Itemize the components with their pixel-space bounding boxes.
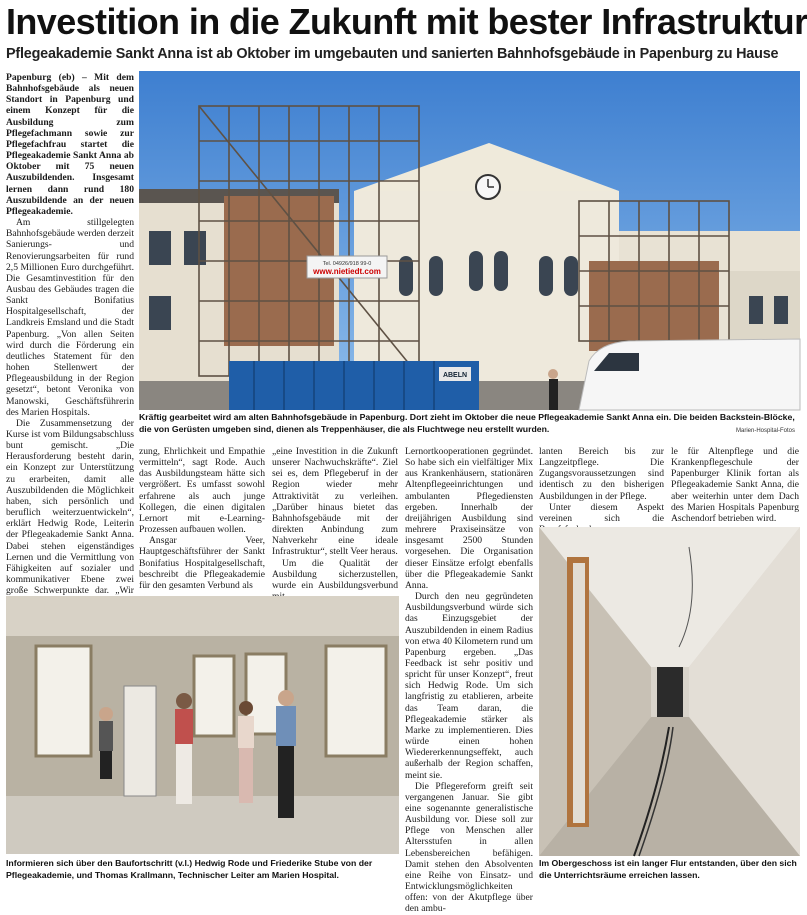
container-label: ABELN — [442, 372, 468, 379]
photo-credit: Marien-Hospital-Fotos — [736, 428, 796, 434]
paragraph: Am stillgelegten Bahnhofsgebäude werden derzeit Sanierungs- und Renovierungsarbeiten für rund 2,5 Millionen Euro durchgeführt. Die Gesamtinvestition für den Ausbau des Gebäudes tragen die Sankt Bonifatius Hospitalgesellschaft, der Landkreis Emsland und die Stadt Papenburg. „Von allen Seiten wird durch die Förderung ein deutliches Statement für den hohen Stellenwert der Pflegeausbildung in der Region gesetzt“, betont Veronika von Manowski, Geschäftsführerin des Marien Hospitals. — [6, 217, 134, 418]
paragraph: Durch den neu gegründeten Ausbildungsverbund würde sich das Einzugsgebiet der Auszubildenden in einem Radius von etwa 40 Kilometern rund um Papenburg ergeben. „Das Feedback ist sehr positiv und spricht für unser Konzept“, freut sich Hedwig Rode. Um sich langfristig zu etablieren, arbeite das Team daran, die Pflegeakademie stärker als Marke zu implementieren. Dies würde einen hohen Wiedererkennungseffekt, auch außerhalb der Region schaffen, meint sie. — [405, 591, 533, 781]
article-column-3 — [272, 446, 398, 602]
paragraph: „eine Investition in die Zukunft unserer Nachwuchskräfte“. Ziel sei es, dem Pflegeberuf in der Region wieder mehr Attraktivität zu verleihen. „Darüber hinaus bietet das Bahnhofsgebäude mit der direkten Anbindung zum Nahverkehr eine ideale Infrastruktur“, stellt Veer heraus. — [272, 446, 398, 558]
paragraph: Die Pflegereform greift seit vergangenen Januar. Sie gibt eine sogenannte generalistische Ausbildung vor. Diese soll zur Pflege von Menschen aller Altersstufen in allen Lebensbereichen befähigen. Damit stehen den Absolventen eine Reihe von Einsatz- und Entwicklungsmöglichkeiten offen: von der Akutpflege über den ambu- — [405, 780, 533, 915]
paragraph: Unter diesem Aspekt vereinen sich die — [539, 501, 664, 524]
hallway-photo-caption: Im Obergeschoss ist ein langer Flur entstanden, über den sich die Unterrichtsräume erreichen lassen. — [539, 858, 797, 880]
paragraph: Ansgar Veer, Hauptgeschäftsführer der Sankt Bonifatius Hospitalgesellschaft, beschreibt die Pflegeakademie für den gesamten Verbund als — [139, 535, 265, 591]
article-column-5 — [539, 446, 664, 535]
article-column-6 — [671, 446, 799, 524]
hallway-photo — [539, 527, 800, 856]
paragraph: lanten Bereich bis zur Langzeitpflege. Die Zugangsvoraussetzungen sind identisch zu den bisherigen Ausbildungen in der Pflege. — [539, 446, 664, 502]
room-photo-caption: Informieren sich über den Baufortschritt (v.l.) Hedwig Rode und Friederike Stube von der Pflegeakademie, und Thomas Krallmann, Technischer Leiter am Marien Hospital. — [6, 858, 373, 880]
article-column-1 — [6, 72, 134, 619]
lead-paragraph: Papenburg (eb) – Mit dem Bahnhofsgebäude als neuen Standort in Papenburg und einem Konzept für die Ausbildung zum Pflegefachmann sowie zur Pflegefachfrau startet die Pflegeakademie Sankt Anna ab Oktober mit 75 neuen Auszubildenden. Insgesamt lernen dann rund 180 Auszubildende an der neuen Pflegeakademie. — [6, 72, 134, 217]
article-column-2 — [139, 446, 265, 591]
room-photo — [6, 596, 399, 854]
paragraph: Lernortkooperationen gegründet. So habe sich ein vielfältiger Mix aus Krankenhäusern, stationären Altenpflegeeinrichtungen und ambulanten Pflegediensten ergeben. Innerhalb der dreijährigen Ausbildung sind mehrere Praxiseinsätze von insgesamt 2500 Stunden vorgesehen. Die Organisation dieser Einsätze erfolgt ebenfalls über die Pflegeakademie Sankt Anna. — [405, 446, 533, 591]
building-photo-caption: Kräftig gearbeitet wird am alten Bahnhofsgebäude in Papenburg. Dort zieht im Oktober die neue Pflegeakademie Sankt Anna ein. Die beiden Backstein-Blöcke, die von Gerüsten umgeben sind, dienen als Treppenhäuser, die als Fluchtwege neu erstellt wurden. — [139, 412, 795, 434]
paragraph: Um die Qualität der Ausbildung sicherzustellen, wurde ein Ausbildungsverbund — [272, 557, 398, 591]
paragraph: Die Zusammensetzung der Kurse ist vom Bildungsabschluss bunt gemischt. „Die Herausforderung besteht darin, ein Konzept zur Unterstützung zu erarbeiten, damit alle Auszubildenden die Möglichkeit haben, sich persönlich und beruflich weiterzuentwickeln“, erklärt Hedwig Rode, Leiterin der Pflegeakademie Sankt Anna. Dabei stehen eigenständiges Lernen und die Vermittlung von Fähigkeiten auf sozialer und kommunikativer Ebene zwei große Schwerpunkte dar. „Wir — [6, 417, 134, 597]
article-column-4 — [405, 446, 533, 915]
banner-phone: Tel. 04926/918 99-0 — [322, 261, 372, 267]
paragraph: le für Altenpflege und die Krankenpflegeschule der Papenburger Klinik fortan als Pflegeakademie Sankt Anna, die aber weiterhin unter dem Dach des Marien Hospitals Papenburg Aschendorf betrieben wird. — [671, 446, 799, 524]
building-photo — [139, 71, 800, 410]
paragraph: zung, Ehrlichkeit und Empathie vermitteln“, sagt Rode. Auch das Ausbildungsteam hätte sich vergrößert. Es umfasst sowohl erfahrene als auch junge Kollegen, die einen digitalen Lernort mit e-Learning-Prozessen aufbauen wollen. — [139, 446, 265, 536]
article-subheadline: Pflegeakademie Sankt Anna ist ab Oktober im umgebauten und sanierten Bahnhofsgebäude in Papenburg zu Hause — [6, 46, 779, 62]
banner-text: www.nietiedt.com — [313, 267, 381, 276]
article-headline: Investition in die Zukunft mit bester Infrastruktur — [6, 1, 807, 42]
